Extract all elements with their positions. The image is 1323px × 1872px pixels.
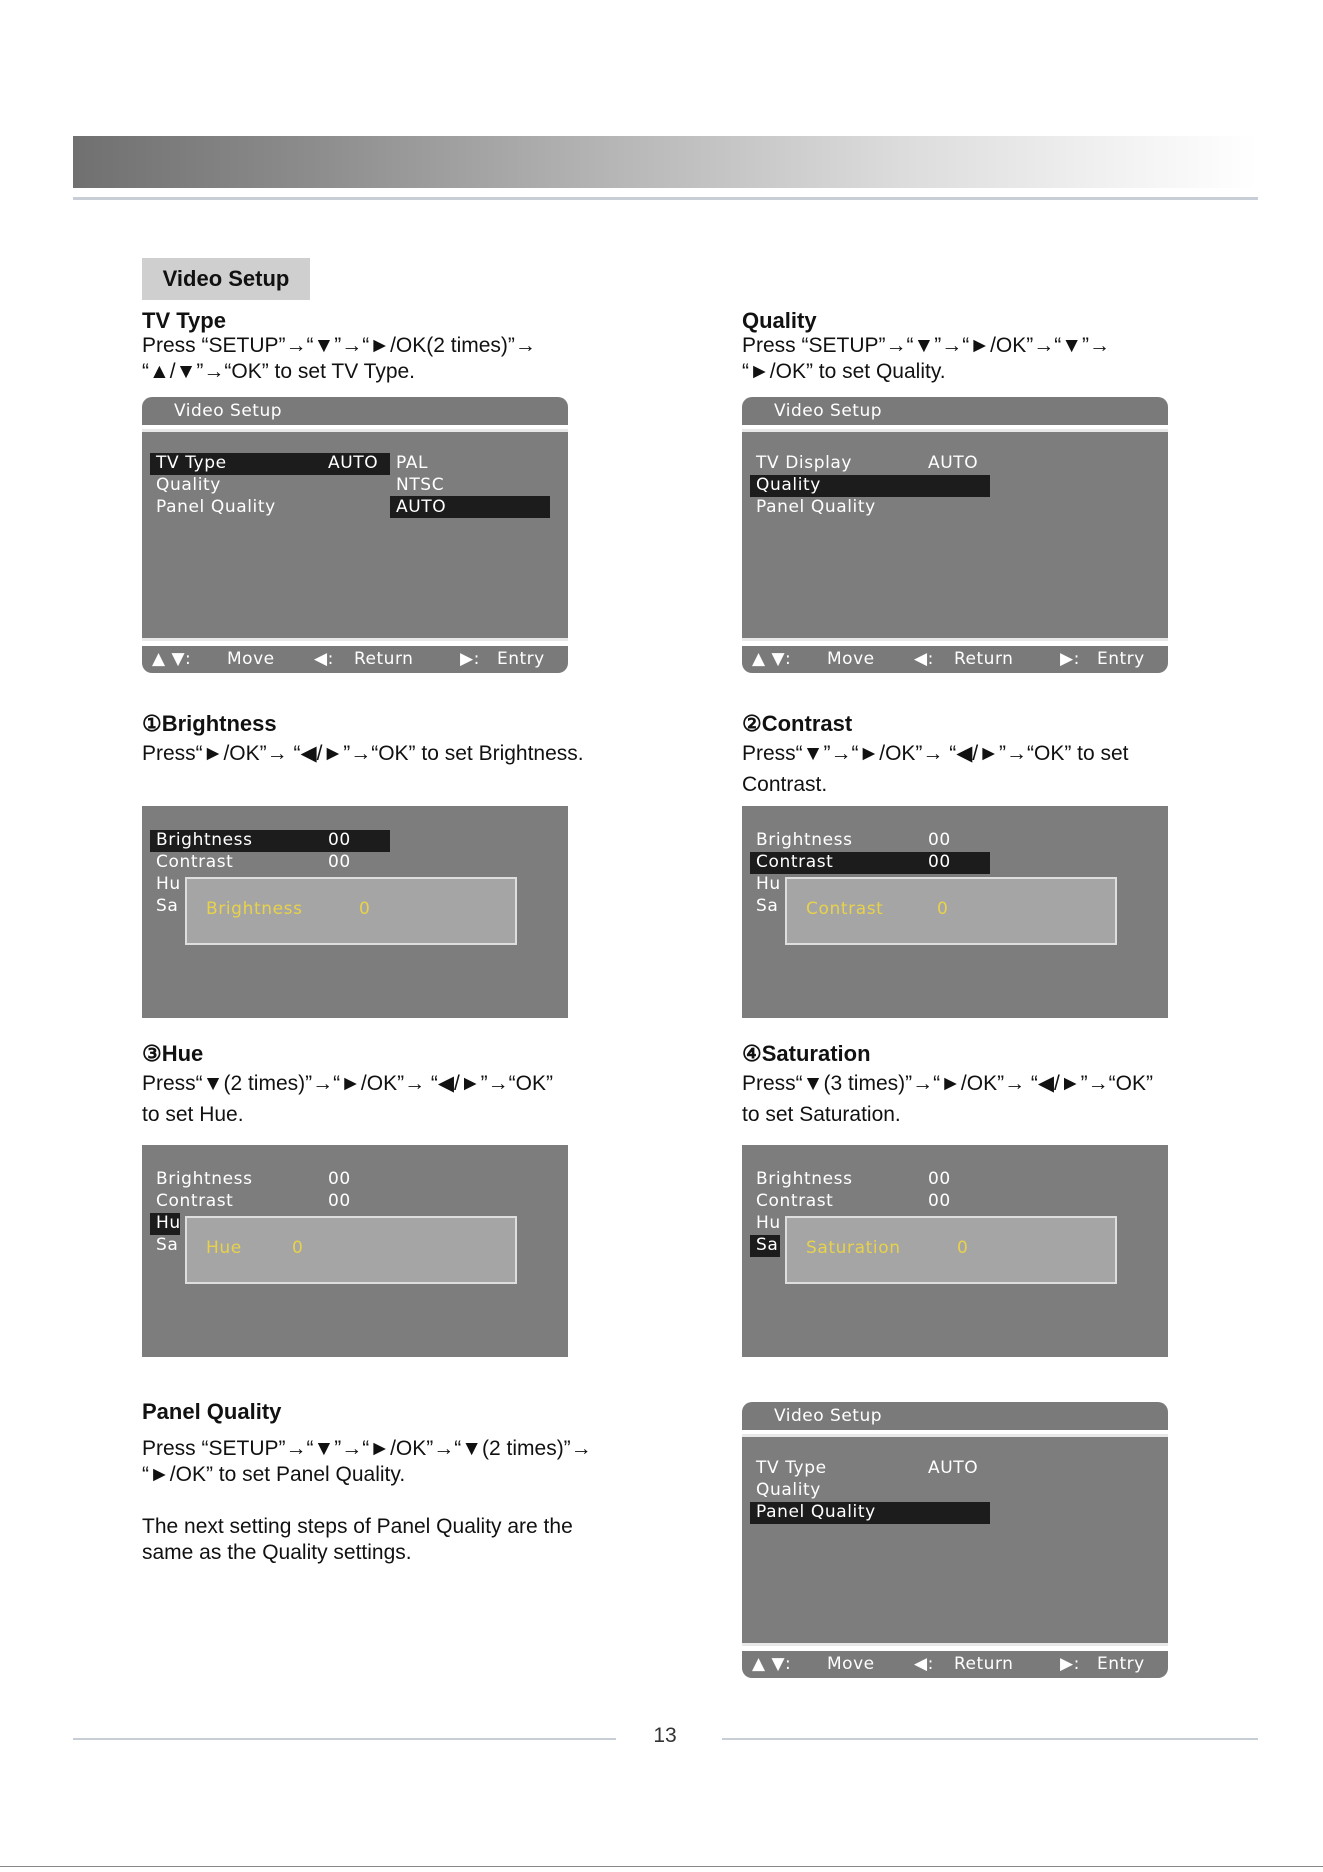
menu-row-tv-type[interactable]: TV Type xyxy=(156,453,227,473)
popup-value: 0 xyxy=(957,1238,969,1258)
option-ntsc[interactable]: NTSC xyxy=(396,475,445,495)
instruction-line: to set Saturation. xyxy=(742,1103,901,1126)
return-hint: Return xyxy=(954,1654,1014,1674)
popup-value: 0 xyxy=(292,1238,304,1258)
menu-row-contrast-value: 00 xyxy=(328,852,351,872)
quality-heading: Quality xyxy=(742,308,817,333)
move-hint: Move xyxy=(227,649,275,669)
popup-label: Saturation xyxy=(806,1238,901,1258)
menu-row-saturation[interactable]: Sa xyxy=(756,896,779,916)
saturation-osd-screen xyxy=(742,1145,1168,1357)
saturation-instructions xyxy=(742,1068,1153,1130)
menu-row-contrast[interactable]: Contrast xyxy=(756,852,834,872)
entry-key-icon: ▶: xyxy=(460,649,480,669)
brightness-osd-screen xyxy=(142,806,568,1018)
menu-row-tv-display[interactable]: TV Display xyxy=(756,453,853,473)
note-line: same as the Quality settings. xyxy=(142,1541,412,1564)
instruction-line: Press“▼”→“►/OK”→ “◀/►”→“OK” to set xyxy=(742,742,1129,765)
menu-row-saturation[interactable]: Sa xyxy=(156,896,179,916)
tv-type-instructions xyxy=(142,333,536,385)
move-keys-icon: ▲ ▼: xyxy=(152,649,192,669)
menu-row-tv-type-value: AUTO xyxy=(328,453,379,473)
move-keys-icon: ▲ ▼: xyxy=(752,1654,792,1674)
menu-row-contrast-value: 00 xyxy=(928,1191,951,1211)
return-key-icon: ◀: xyxy=(914,649,934,669)
header-gradient-band xyxy=(73,136,1258,188)
osd-title-bar xyxy=(742,397,1168,425)
adjust-popup xyxy=(185,1216,517,1284)
adjust-popup xyxy=(185,877,517,945)
menu-row-saturation[interactable]: Sa xyxy=(756,1235,779,1255)
move-hint: Move xyxy=(827,1654,875,1674)
instruction-line: “▲/▼”→“OK” to set TV Type. xyxy=(142,360,416,383)
popup-value: 0 xyxy=(937,899,949,919)
menu-row-contrast-value: 00 xyxy=(928,852,951,872)
tv-type-heading: TV Type xyxy=(142,308,226,333)
instruction-line: “►/OK” to set Quality. xyxy=(742,360,946,383)
menu-row-hue[interactable]: Hu xyxy=(156,1213,181,1233)
popup-value: 0 xyxy=(359,899,371,919)
move-hint: Move xyxy=(827,649,875,669)
menu-row-hue[interactable]: Hu xyxy=(156,874,181,894)
menu-row-contrast[interactable]: Contrast xyxy=(756,1191,834,1211)
menu-row-panel-quality[interactable]: Panel Quality xyxy=(156,497,276,517)
entry-hint: Entry xyxy=(1097,649,1145,669)
tv-type-osd-screen xyxy=(142,397,568,675)
instruction-line: Press“▼(3 times)”→“►/OK”→ “◀/►”→“OK” xyxy=(742,1072,1153,1095)
osd-title-bar xyxy=(142,397,568,425)
menu-row-tv-type[interactable]: TV Type xyxy=(756,1458,827,1478)
quality-osd-screen xyxy=(742,397,1168,675)
menu-row-brightness-value: 00 xyxy=(328,830,351,850)
instruction-line: to set Hue. xyxy=(142,1103,244,1126)
osd-footer-bar xyxy=(742,646,1168,673)
contrast-instructions xyxy=(742,738,1129,800)
menu-row-tv-type-value: AUTO xyxy=(928,1458,979,1478)
adjust-popup xyxy=(785,877,1117,945)
return-hint: Return xyxy=(354,649,414,669)
panel-quality-osd-screen xyxy=(742,1402,1168,1680)
osd-title-bar xyxy=(742,1402,1168,1430)
option-pal[interactable]: PAL xyxy=(396,453,429,473)
section-title: Video Setup xyxy=(142,258,310,300)
entry-hint: Entry xyxy=(1097,1654,1145,1674)
entry-hint: Entry xyxy=(497,649,545,669)
footer-divider-left xyxy=(73,1738,616,1740)
instruction-line: Press “SETUP”→“▼”→“►/OK”→“▼(2 times)”→ xyxy=(142,1437,592,1460)
hue-osd-screen xyxy=(142,1145,568,1357)
popup-label: Brightness xyxy=(206,899,303,919)
menu-row-tv-display-value: AUTO xyxy=(928,453,979,473)
hue-instructions xyxy=(142,1068,553,1130)
osd-menu-body xyxy=(742,429,1168,641)
osd-footer-bar xyxy=(742,1651,1168,1678)
contrast-heading: ②Contrast xyxy=(742,711,853,736)
entry-key-icon: ▶: xyxy=(1060,649,1080,669)
adjust-popup xyxy=(785,1216,1117,1284)
header-divider xyxy=(73,197,1258,200)
menu-row-contrast-value: 00 xyxy=(328,1191,351,1211)
note-line: The next setting steps of Panel Quality are the xyxy=(142,1515,573,1538)
menu-row-brightness-value: 00 xyxy=(328,1169,351,1189)
contrast-osd-screen xyxy=(742,806,1168,1018)
footer-divider-right xyxy=(722,1738,1258,1740)
popup-label: Contrast xyxy=(806,899,884,919)
instruction-line: “►/OK” to set Panel Quality. xyxy=(142,1463,406,1486)
hue-heading: ③Hue xyxy=(142,1041,204,1066)
menu-row-brightness-value: 00 xyxy=(928,830,951,850)
move-keys-icon: ▲ ▼: xyxy=(752,649,792,669)
menu-row-brightness[interactable]: Brightness xyxy=(156,830,253,850)
page-number: 13 xyxy=(653,1724,677,1747)
instruction-line: Press “SETUP”→“▼”→“►/OK(2 times)”→ xyxy=(142,334,536,357)
menu-row-quality[interactable]: Quality xyxy=(756,475,821,495)
instruction-line: Press“▼(2 times)”→“►/OK”→ “◀/►”→“OK” xyxy=(142,1072,553,1095)
osd-footer-bar xyxy=(142,646,568,673)
menu-row-quality[interactable]: Quality xyxy=(756,1480,821,1500)
menu-row-contrast[interactable]: Contrast xyxy=(156,852,234,872)
scan-edge-line xyxy=(0,1866,1323,1867)
osd-title: Video Setup xyxy=(774,401,883,421)
entry-key-icon: ▶: xyxy=(1060,1654,1080,1674)
menu-row-brightness-value: 00 xyxy=(928,1169,951,1189)
instruction-line: Press“►/OK”→ “◀/►”→“OK” to set Brightness. xyxy=(142,742,584,765)
menu-row-panel-quality[interactable]: Panel Quality xyxy=(756,1502,876,1522)
menu-row-brightness[interactable]: Brightness xyxy=(156,1169,253,1189)
osd-title: Video Setup xyxy=(774,1406,883,1426)
menu-row-brightness[interactable]: Brightness xyxy=(756,830,853,850)
return-key-icon: ◀: xyxy=(314,649,334,669)
popup-label: Hue xyxy=(206,1238,242,1258)
osd-title: Video Setup xyxy=(174,401,283,421)
instruction-line: Press “SETUP”→“▼”→“►/OK”→“▼”→ xyxy=(742,334,1111,357)
menu-row-panel-quality[interactable]: Panel Quality xyxy=(756,497,876,517)
brightness-heading: ①Brightness xyxy=(142,711,277,736)
instruction-line: Contrast. xyxy=(742,773,828,796)
menu-row-saturation[interactable]: Sa xyxy=(156,1235,179,1255)
option-auto[interactable]: AUTO xyxy=(396,497,447,517)
saturation-heading: ④Saturation xyxy=(742,1041,871,1066)
menu-row-quality[interactable]: Quality xyxy=(156,475,221,495)
panel-quality-instructions xyxy=(142,1436,592,1566)
brightness-instructions xyxy=(142,738,584,769)
return-key-icon: ◀: xyxy=(914,1654,934,1674)
menu-row-hue[interactable]: Hu xyxy=(756,874,781,894)
osd-menu-body xyxy=(742,1434,1168,1646)
osd-menu-body xyxy=(142,429,568,641)
return-hint: Return xyxy=(954,649,1014,669)
menu-row-brightness[interactable]: Brightness xyxy=(756,1169,853,1189)
menu-row-hue[interactable]: Hu xyxy=(756,1213,781,1233)
quality-instructions xyxy=(742,333,1110,385)
menu-row-contrast[interactable]: Contrast xyxy=(156,1191,234,1211)
panel-quality-heading: Panel Quality xyxy=(142,1399,282,1424)
